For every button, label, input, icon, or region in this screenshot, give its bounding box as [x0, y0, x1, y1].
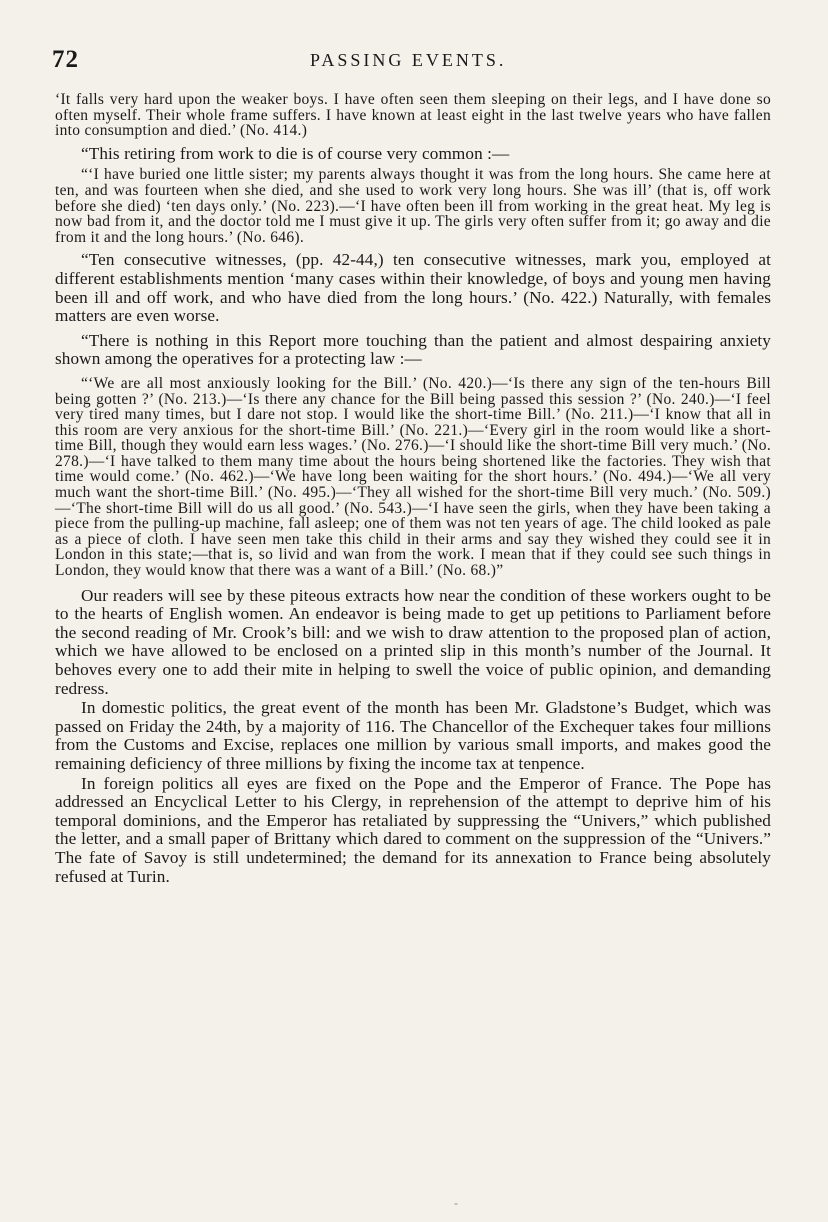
body-paragraph-readers: Our readers will see by these piteous extracts how near the condition of these workers ought to be to the hearts of English women. An endeavor is being made to get up petitions to Parliament before the second reading of Mr. Crook’s bill: and we wish to draw attention to the proposed plan of action, which we have allowed to be enclosed on a printed slip in this month’s number of the Journal. It behoves every one to add their mite in helping to swell the voice of public opinion, and demanding redress.	[55, 585, 771, 698]
running-head: PASSING EVENTS.	[310, 50, 507, 70]
body-paragraph-retiring: “This retiring from work to die is of course very common :—	[81, 143, 510, 163]
page-number: 72	[52, 46, 79, 73]
quote-paragraph-1: ‘It falls very hard upon the weaker boys. I have often seen them sleeping on their legs, and I have done so often myself. Their whole frame suffers. I have known at least eight in the last twelve years who have fallen into consumption and died.’ (No. 414.)	[55, 91, 771, 140]
body-paragraph-domestic: In domestic politics, the great event of the month has been Mr. Gladstone’s Budget, which was passed on Friday the 24th, by a majority of 116. The Chancellor of the Exchequer takes four millions from the Customs and Excise, replaces one million by various small imports, and makes good the remaining deficiency of three millions by fixing the income tax at tenpence.	[55, 698, 771, 773]
body-paragraph-report: “There is nothing in this Report more touching than the patient and almost despairing anxiety shown among the operatives for a protecting law :—	[55, 330, 771, 369]
body-paragraph-foreign: In foreign politics all eyes are fixed on the Pope and the Emperor of France. The Pope has addressed an Encyclical Letter to his Clergy, in reprehension of the attempt to deprive him of his temporal dominions, and the Emperor has retaliated by suppressing the “Univers,” which published the letter, and a small paper of Brittany which dared to comment on the suppression of the “Univers.” The fate of Savoy is still undetermined; the demand for its annexation to France being absolutely refused at Turin.	[55, 773, 771, 886]
quote-paragraph-bill: “‘We are all most anxiously looking for the Bill.’ (No. 420.)—‘Is there any sign of the ten-hours Bill being gotten ?’ (No. 213.)—‘Is there any chance for the Bill being passed this session ?’ (No. 240.)—‘I feel very tired many times, but I dare not stop. I would like the short-time Bill.’ (No. 211.)—‘I know that all in this room are very anxious for the short-time Bill.’ (No. 221.)—‘Every girl in the room would like a short-time Bill, though they would earn less wages.’ (No. 276.)—‘I should like the short-time Bill very much.’ (No. 278.)—‘I have talked to them many time about the hours being shortened like the factories. They wish that time would come.’ (No. 462.)—‘We have long been waiting for the short hours.’ (No. 494.)—‘We all very much want the short-time Bill.’ (No. 495.)—‘They all wished for the short-time Bill very much.’ (No. 509.)—‘The short-time Bill will do us all good.’ (No. 543.)—‘I have seen the girls, when they have been taking a piece from the pulling-up machine, fall asleep; one of them was not ten years of age. The child looked as pale as a piece of cloth. I have seen men take this child in their arms and say they wished they could see it in London in this state;—that is, so livid and wan from the work. I mean that if they could see such things in London, they would know that there was a want of a Bill.’ (No. 68.)”	[55, 374, 771, 580]
body-paragraph-witnesses: “Ten consecutive witnesses, (pp. 42-44,) ten consecutive witnesses, mark you, employed at different establishments mention ‘many cases within their knowledge, of boys and young men having been ill and off work, and who have died from the long hours.’ (No. 422.) Naturally, with females matters are even worse.	[55, 250, 771, 326]
article-column	[55, 92, 771, 886]
footer-mark: -	[454, 1196, 458, 1210]
quote-paragraph-sister: “‘I have buried one little sister; my parents always thought it was from the long hours. She came here at ten, and was fourteen when she died, and she used to work very long hours. She was ill’ (that is, off work before she died) ‘ten days only.’ (No. 223).—‘I have often been ill from working in the great heat. My leg is now bad from it, and the doctor told me I must give it up. The girls very often suffer from it; go away and die from it and the long hours.’ (No. 646).	[55, 166, 771, 246]
page-header	[52, 46, 774, 76]
